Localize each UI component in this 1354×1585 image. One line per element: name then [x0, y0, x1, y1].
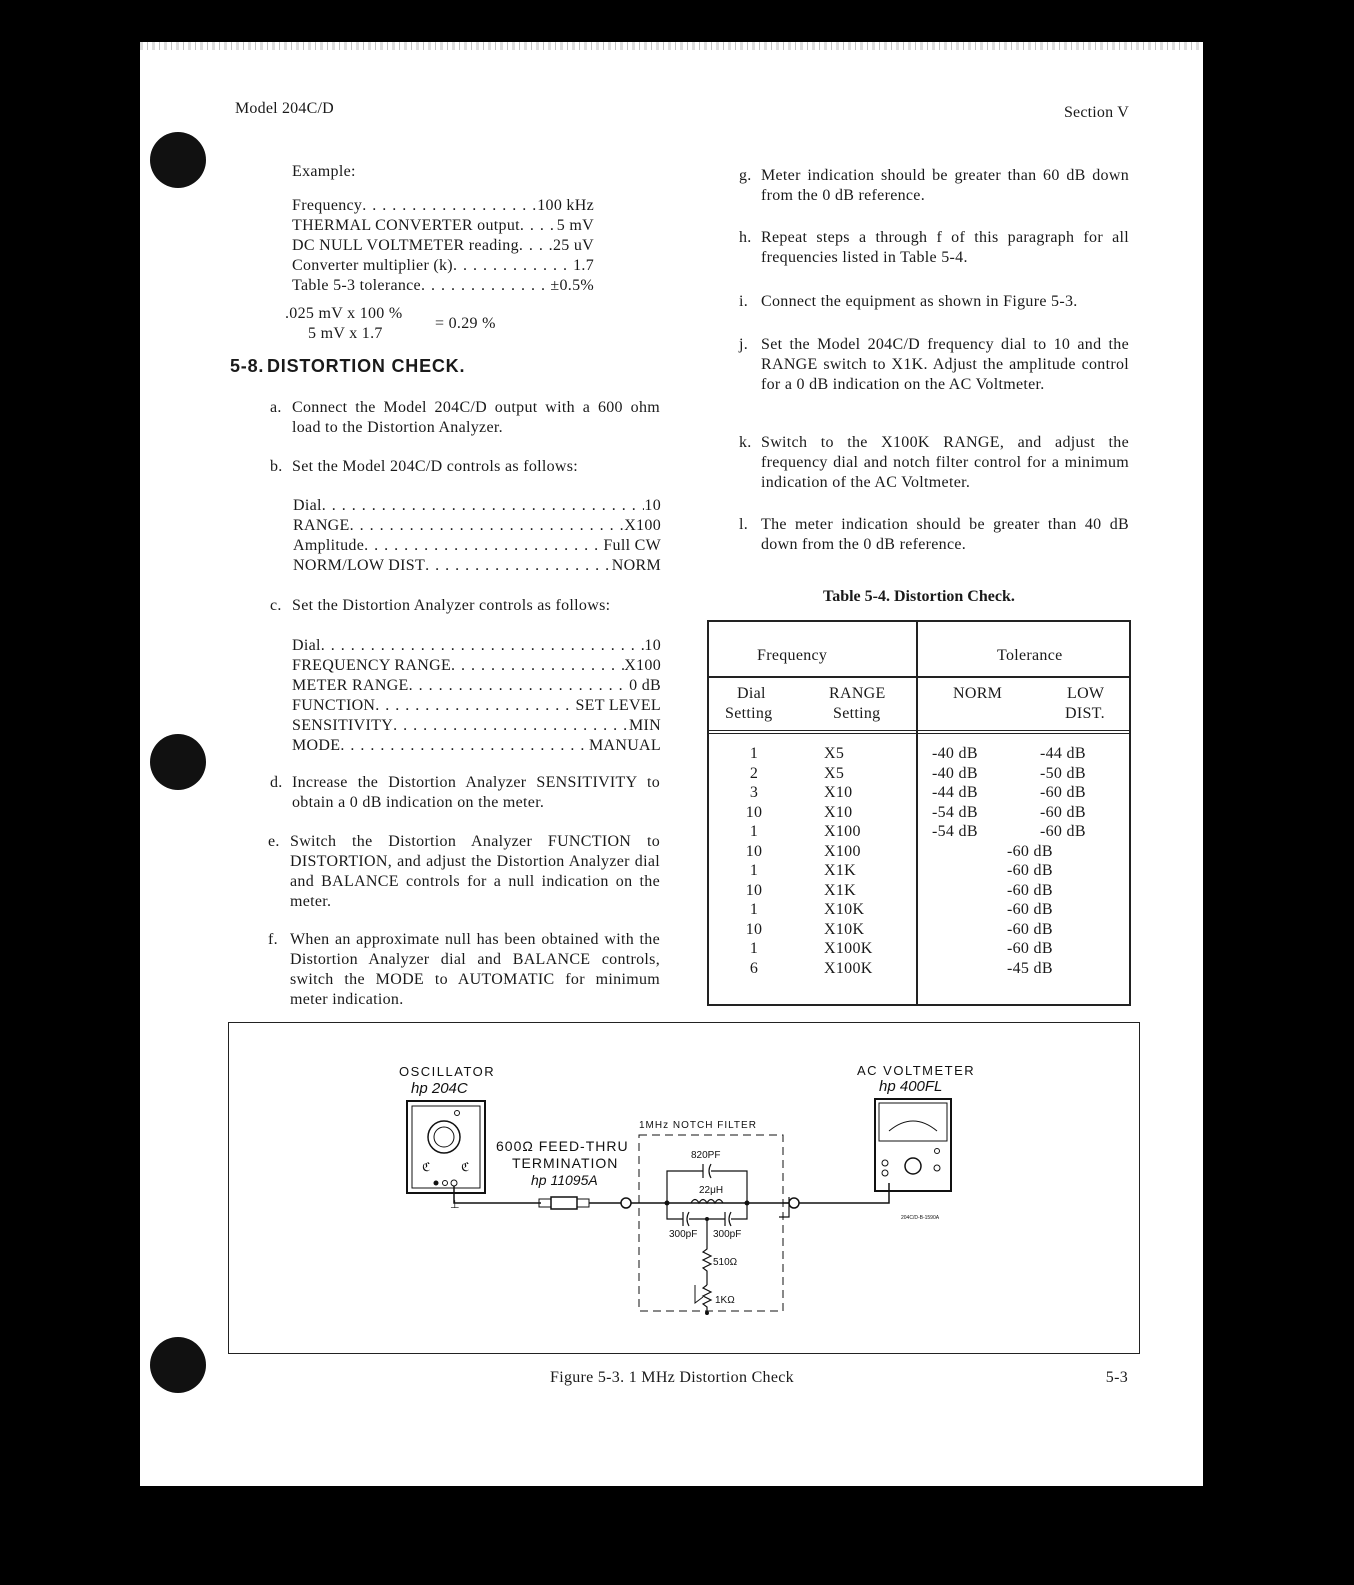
- setting-row: FUNCTION . . . SET LEVEL: [292, 696, 661, 716]
- col-low-header: LOW: [1067, 685, 1105, 702]
- term-label-3: hp 11095A: [531, 1172, 598, 1188]
- section-number: 5-8.: [230, 356, 265, 376]
- example-row: Table 5-3 tolerance . . . ±0.5%: [292, 276, 594, 296]
- res-1k-label: 1KΩ: [715, 1295, 735, 1306]
- table-row: 1 X100K -60 dB: [749, 940, 1053, 957]
- example-title: Example:: [292, 163, 356, 180]
- table-row: 1 X10K -60 dB: [749, 901, 1053, 918]
- generator-settings-list: [293, 496, 661, 576]
- example-row: THERMAL CONVERTER output . . . 5 mV: [292, 216, 594, 236]
- scan-top-edge: [140, 42, 1203, 50]
- ind-22-label: 22μH: [699, 1185, 724, 1196]
- setting-row: FREQUENCY RANGE . . . X100: [292, 656, 661, 676]
- step-g: g. Meter indication should be greater than 60 dB down from the 0 dB reference.: [739, 167, 1129, 204]
- page-number: 5-3: [1105, 1369, 1128, 1386]
- vm-model-text: hp 400FL: [879, 1078, 943, 1095]
- cap-300b-label: 300pF: [713, 1229, 742, 1240]
- table-row: 1 X5 -40 dB -44 dB: [749, 745, 1086, 762]
- formula-numerator: .025 mV x 100 %: [285, 305, 403, 322]
- setting-row: NORM/LOW DIST . . . NORM: [293, 556, 661, 576]
- voltmeter-instrument: [875, 1099, 951, 1191]
- header-model: Model 204C/D: [235, 100, 334, 117]
- setting-row: MODE . . . MANUAL: [292, 736, 661, 756]
- vm-label-text: AC VOLTMETER: [857, 1063, 976, 1078]
- step-j: j. Set the Model 204C/D frequency dial to 10 and the RANGE switch to X1K. Adjust the amplitude control for a 0 dB indication on the AC Voltmeter.: [739, 336, 1129, 393]
- table-group-frequency: Frequency: [757, 647, 828, 664]
- col-low-header-2: DIST.: [1065, 705, 1105, 722]
- step-b: b. Set the Model 204C/D controls as follows:: [270, 458, 579, 475]
- step-h: h. Repeat steps a through f of this paragraph for all frequencies listed in Table 5-4.: [739, 229, 1129, 266]
- col-dial-header: Dial: [737, 685, 766, 702]
- step-f: f. When an approximate null has been obtained with the Distortion Analyzer dial and BALANCE controls, switch the MODE to AUTOMATIC for minimum meter indication.: [268, 931, 660, 1008]
- setting-row: SENSITIVITY . . . MIN: [292, 716, 661, 736]
- step-a: a. Connect the Model 204C/D output with a 600 ohm load to the Distortion Analyzer.: [270, 399, 660, 436]
- oscillator-instrument: [407, 1101, 485, 1193]
- svg-text:ℭ: ℭ: [422, 1160, 431, 1174]
- table-row: 10 X1K -60 dB: [745, 881, 1053, 899]
- setting-row: Amplitude . . . Full CW: [293, 536, 661, 556]
- notch-filter-box: [639, 1135, 783, 1311]
- figure-caption: Figure 5-3. 1 MHz Distortion Check: [550, 1369, 794, 1386]
- col-norm-header: NORM: [953, 685, 1003, 702]
- table-group-tolerance: Tolerance: [997, 647, 1063, 664]
- setting-row: Dial . . . 10: [293, 496, 661, 516]
- document-page: [140, 42, 1203, 1486]
- example-row: DC NULL VOLTMETER reading . . . .25 uV: [292, 236, 594, 256]
- col-dial-header-2: Setting: [725, 705, 773, 722]
- step-d: d. Increase the Distortion Analyzer SENSITIVITY to obtain a 0 dB indication on the meter.: [270, 774, 660, 811]
- table-row: 10 X10K -60 dB: [745, 920, 1053, 938]
- osc-model-text: hp 204C: [411, 1080, 468, 1097]
- svg-text:⊥: ⊥: [450, 1199, 460, 1211]
- cap-300a-label: 300pF: [669, 1229, 698, 1240]
- termination-adapter: [539, 1197, 589, 1209]
- binder-hole: [150, 132, 206, 188]
- res-510-label: 510Ω: [713, 1257, 738, 1268]
- table-row: 1 X1K -60 dB: [749, 862, 1053, 879]
- setting-row: METER RANGE . . . 0 dB: [292, 676, 661, 696]
- table-body: [709, 744, 1129, 978]
- term-label-2: TERMINATION: [512, 1155, 619, 1171]
- setting-row: RANGE . . . X100: [293, 516, 661, 536]
- term-label-1: 600Ω FEED-THRU: [496, 1138, 629, 1154]
- col-range-header: RANGE: [829, 685, 886, 702]
- table-row: 10 X100 -60 dB: [745, 842, 1053, 860]
- step-e: e. Switch the Distortion Analyzer FUNCTION to DISTORTION, and adjust the Distortion Analyzer dial and BALANCE controls for a null indication on the meter.: [268, 833, 660, 910]
- table-row: 3 X10 -44 dB -60 dB: [749, 784, 1086, 801]
- circuit-diagram: [229, 1023, 1139, 1353]
- svg-text:ℭ: ℭ: [461, 1160, 470, 1174]
- distortion-table: [707, 620, 1131, 1006]
- table-row: 6 X100K -45 dB: [749, 959, 1053, 977]
- binder-hole: [150, 734, 206, 790]
- table-title: Table 5-4. Distortion Check.: [823, 588, 1015, 605]
- step-c: c. Set the Distortion Analyzer controls as follows:: [270, 597, 611, 614]
- setting-row: Dial . . . 10: [292, 636, 661, 656]
- example-row: Frequency . . . 100 kHz: [292, 196, 594, 216]
- notch-filter-label: 1MHz NOTCH FILTER: [639, 1120, 757, 1131]
- cap-820-label: 820PF: [691, 1150, 721, 1161]
- table-row: 10 X10 -54 dB -60 dB: [745, 803, 1086, 821]
- table-row: 1 X100 -54 dB -60 dB: [749, 823, 1086, 840]
- analyzer-settings-list: [292, 636, 661, 756]
- figure-frame: [228, 1022, 1140, 1354]
- table-row: 2 X5 -40 dB -50 dB: [749, 764, 1086, 782]
- formula-result: = 0.29 %: [435, 315, 496, 332]
- header-section: Section V: [1063, 104, 1129, 121]
- col-range-header-2: Setting: [833, 705, 881, 722]
- drawing-number: 204C/D-B-1590A: [901, 1215, 940, 1221]
- step-k: k. Switch to the X100K RANGE, and adjust the frequency dial and notch filter control for a minimum indication of the AC Voltmeter.: [739, 434, 1129, 491]
- step-l: l. The meter indication should be greater than 40 dB down from the 0 dB reference.: [739, 516, 1129, 553]
- example-row: Converter multiplier (k) . . . 1.7: [292, 256, 594, 276]
- binder-hole: [150, 1337, 206, 1393]
- section-title: DISTORTION CHECK.: [267, 356, 466, 376]
- step-i: i. Connect the equipment as shown in Figure 5-3.: [739, 293, 1078, 310]
- formula-denominator: 5 mV x 1.7: [308, 325, 383, 342]
- osc-label-text: OSCILLATOR: [399, 1064, 496, 1079]
- example-list: [292, 196, 594, 296]
